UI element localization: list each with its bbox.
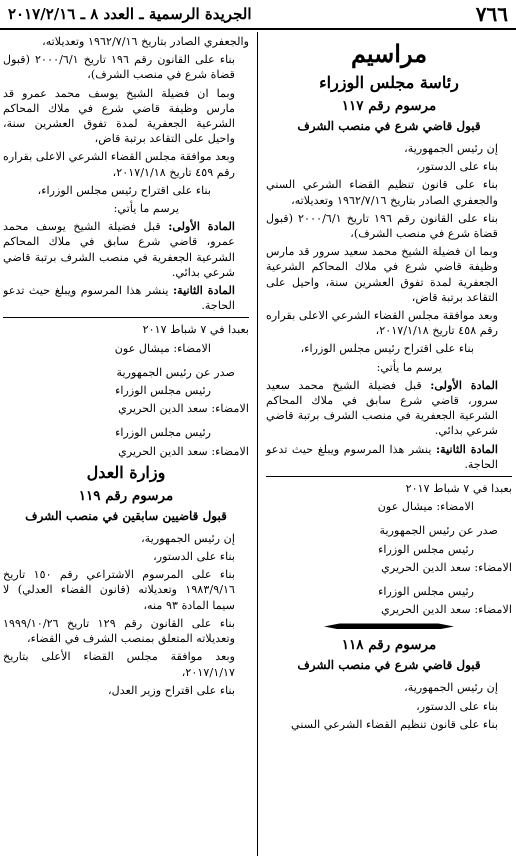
article-label: المادة الأولى: bbox=[168, 219, 235, 234]
signature-rule bbox=[266, 476, 512, 477]
decree-118-subtitle: قبول قاضي شرع في منصب الشرف bbox=[297, 658, 481, 673]
page-number: ٧٦٦ bbox=[475, 2, 508, 26]
signature-line: رئيس مجلس الوزراء bbox=[378, 585, 474, 599]
left-column bbox=[3, 34, 253, 701]
article-text: قبل فضيلة الشيخ يوسف محمد عمرو، قاضي شرع سابق في ملاك المحاكم الشرعية الجعفرية في منصب الشرف برتبة قاضي شرعي بدائي. bbox=[3, 220, 235, 279]
decree-118-article-2 bbox=[3, 283, 249, 313]
signature-line: بعبدا في ٧ شباط ٢٠١٧ bbox=[405, 482, 512, 496]
signature-line: رئيس مجلس الوزراء bbox=[115, 384, 211, 398]
decree-117-line: وبعد موافقة مجلس القضاء الشرعي الاعلى بقراره رقم ٤٥٨ تاريخ ٢٠١٧/١/١٨، bbox=[266, 309, 498, 338]
decree-117-line: إن رئيس الجمهورية، bbox=[404, 142, 498, 155]
decree-118-title: مرسوم رقم ١١٨ bbox=[341, 637, 437, 654]
decree-118-line: وبما ان فضيلة الشيخ يوسف محمد عمرو قد مارس وظيفة قاضي شرع في ملاك المحاكم الشرعية الجعفرية لمدة تفوق العشرين سنة، واحيل على التقاعد برتبة قاض، bbox=[3, 86, 235, 146]
decree-117-title: مرسوم رقم ١١٧ bbox=[341, 98, 437, 114]
signature-line: بعبدا في ٧ شباط ٢٠١٧ bbox=[142, 323, 249, 337]
decree-117-line: بناء على قانون تنظيم القضاء الشرعي السني والجعفري الصادر بتاريخ ١٩٦٢/٧/١٦ وتعديلاته، bbox=[266, 178, 498, 207]
article-label: المادة الثانية: bbox=[436, 441, 498, 456]
section-title-presidency: رئاسة مجلس الوزراء bbox=[319, 73, 459, 92]
decree-117-line: وبما ان فضيلة الشيخ محمد سعيد سرور قد مارس وظيفة قاضي شرع في ملاك المحاكم الشرعية الجعفرية لمدة تفوق العشرين سنة، واحيل على التقاعد برتبة قاض، bbox=[266, 245, 498, 304]
decree-117-article-1 bbox=[266, 378, 512, 439]
right-column bbox=[263, 34, 512, 735]
signature-line: صدر عن رئيس الجمهورية bbox=[116, 365, 235, 379]
decree-117-line: بناء على القانون رقم ١٩٦ تاريخ ٢٠٠٠/٦/١ (قبول قضاة شرع في منصب الشرف)، bbox=[266, 211, 498, 241]
decree-118-line: إن رئيس الجمهورية، bbox=[404, 681, 498, 695]
decree-118-line: بناء على القانون رقم ١٩٦ تاريخ ٢٠٠٠/٦/١ (قبول قضاة شرع في منصب الشرف)، bbox=[3, 53, 235, 82]
gazette-issue-title: الجريدة الرسمية ـ العدد ٨ ـ ٢٠١٧/٢/١٦ bbox=[8, 5, 252, 23]
signature-line: الامضاء: سعد الدين الحريري bbox=[381, 603, 512, 617]
decree-119-line: وبعد موافقة مجلس القضاء الأعلى بتاريخ ٢٠١٧/١/١٧، bbox=[3, 650, 235, 679]
decree-119-line: بناء على الدستور، bbox=[153, 550, 235, 564]
signature-line: الامضاء: ميشال عون bbox=[114, 341, 211, 355]
decree-119-line: بناء على القانون رقم ١٢٩ تاريخ ١٩٩٩/١٠/٢٦ وتعديلاته المتعلق بمنصب الشرف في القضاء، bbox=[3, 616, 236, 646]
decree-118-line: والجعفري الصادر بتاريخ ١٩٦٢/٧/١٦ وتعديلاته، bbox=[42, 35, 249, 48]
signature-line: الامضاء: سعد الدين الحريري bbox=[118, 402, 249, 416]
signature-line: صدر عن رئيس الجمهورية bbox=[379, 524, 498, 538]
decree-118-article-1 bbox=[3, 219, 249, 280]
signature-line: الامضاء: سعد الدين الحريري bbox=[381, 560, 512, 574]
article-text: ينشر هذا المرسوم ويبلغ حيث تدعو الحاجة. bbox=[3, 284, 235, 313]
decree-119-subtitle: قبول قاضيين سابقين في منصب الشرف bbox=[25, 508, 227, 523]
decree-118-line: بناء على قانون تنظيم القضاء الشرعي السني bbox=[291, 717, 498, 731]
decree-119-line: بناء على اقتراح وزير العدل، bbox=[107, 683, 235, 697]
article-text: قبل فضيلة الشيخ محمد سعيد سرور، قاضي شرع سابق في ملاك المحاكم الشرعية الجعفرية في منصب الشرف برتبة قاضي شرعي بدائي. bbox=[266, 378, 498, 438]
decree-119-title: مرسوم رقم ١١٩ bbox=[78, 487, 174, 504]
signature-line: الامضاء: سعد الدين الحريري bbox=[118, 444, 249, 458]
decree-117-article-2 bbox=[266, 442, 512, 472]
decree-separator bbox=[266, 621, 512, 631]
article-label: المادة الثانية: bbox=[173, 283, 235, 298]
decree-117-line: بناء على الدستور، bbox=[416, 160, 498, 174]
decree-117-line: بناء على اقتراح رئيس مجلس الوزراء، bbox=[300, 342, 474, 356]
main-title: مراسيم bbox=[350, 39, 428, 68]
section-title-justice: وزارة العدل bbox=[86, 462, 166, 482]
signature-rule bbox=[3, 317, 249, 318]
column-divider bbox=[257, 32, 258, 856]
decree-118-line: بناء على اقتراح رئيس مجلس الوزراء، bbox=[37, 183, 211, 197]
page-header bbox=[0, 0, 516, 30]
article-text: ينشر هذا المرسوم ويبلغ حيث تدعو الحاجة. bbox=[266, 442, 498, 471]
signature-line: الامضاء: ميشال عون bbox=[377, 500, 474, 514]
article-label: المادة الأولى: bbox=[430, 377, 498, 392]
decree-118-line: وبعد موافقة مجلس القضاء الشرعي الاعلى بقراره رقم ٤٥٩ تاريخ ٢٠١٧/١/١٨، bbox=[3, 150, 235, 179]
signature-line: رئيس مجلس الوزراء bbox=[115, 426, 211, 440]
decree-119-line: بناء على المرسوم الاشتراعي رقم ١٥٠ تاريخ ١٩٨٣/٩/١٦ وتعديلاته (قانون القضاء العدلي) لا سيما المادة ٩٣ منه، bbox=[3, 568, 235, 612]
decree-117-subtitle: قبول قاضي شرع في منصب الشرف bbox=[297, 119, 481, 133]
signature-line: رئيس مجلس الوزراء bbox=[378, 542, 474, 556]
decree-119-line: إن رئيس الجمهورية، bbox=[141, 531, 235, 545]
decree-117-line: يرسم ما يأتي: bbox=[376, 360, 442, 374]
decree-118-line: يرسم ما يأتي: bbox=[113, 202, 179, 216]
decree-118-line: بناء على الدستور، bbox=[416, 699, 498, 713]
